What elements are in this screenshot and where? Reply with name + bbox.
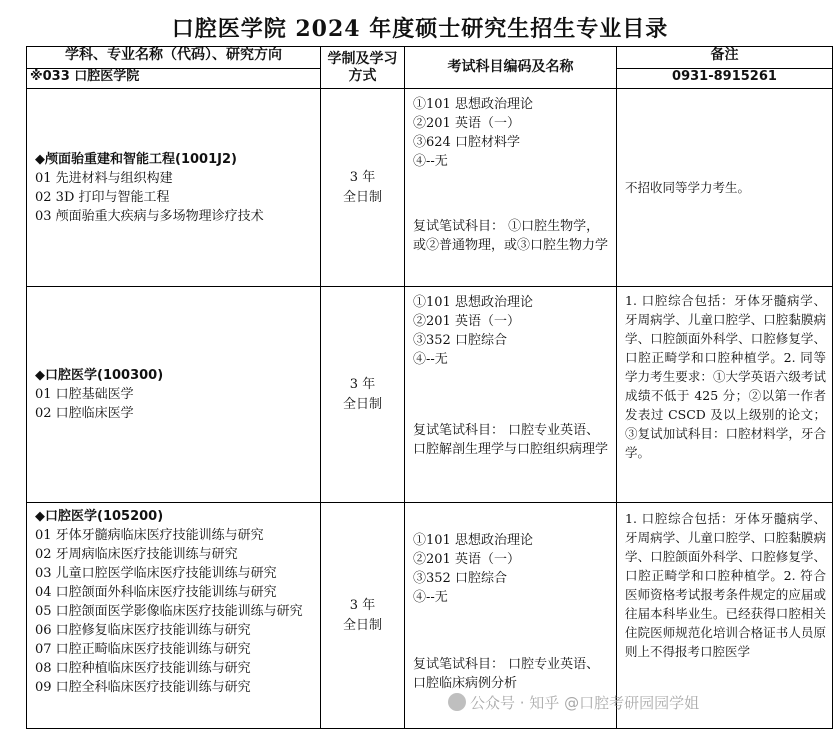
exam-cell [405,287,617,503]
exam-subject: ②201 英语（一） [413,116,520,131]
retest-subjects: 复试笔试科目： 口腔专业英语、口腔临床病例分析 [413,657,600,691]
retest-subjects: 复试笔试科目： ①口腔生物学，或②普通物理，或③口腔生物力学 [413,219,609,253]
direction-item: 02 口腔临床医学 [35,406,134,421]
note-cell: 不招收同等学力考生。 [617,89,833,287]
exam-subject: ③352 口腔综合 [413,333,507,348]
catalog-table [26,46,833,729]
header-duration: 学制及学习方式 [321,47,405,89]
exam-subject: ②201 英语（一） [413,314,520,329]
study-mode: 全日制 [342,396,382,412]
school-code: ※033 口腔医学院 [27,69,321,89]
direction-item: 03 颅面骀重大疾病与多场物理诊疗技术 [35,208,264,224]
watermark-text: 公众号 · 知乎 @口腔考研园园学姐 [470,694,700,712]
exam-subject: ①101 思想政治理论 [413,97,533,112]
direction-item: 08 口腔种植临床医疗技能训练与研究 [35,661,251,676]
direction-item: 04 口腔颌面外科临床医疗技能训练与研究 [35,585,277,600]
page-title: 口腔医学院 2024 年度硕士研究生招生专业目录 [171,16,669,42]
wechat-icon [448,693,466,711]
table-row [27,89,833,287]
direction-item: 03 儿童口腔医学临床医疗技能训练与研究 [35,566,277,581]
duration-cell [321,287,405,503]
contact-phone: 0931-8915261 [617,69,833,89]
direction-item: 01 口腔基础医学 [35,387,134,402]
duration-cell [321,89,405,287]
exam-subject: ④--无 [413,352,448,367]
exam-subject: ④--无 [413,154,448,169]
note-cell: 1. 口腔综合包括：牙体牙髓病学、牙周病学、儿童口腔学、口腔黏膜病学、口腔颌面外科学、口腔修复学、口腔正畸学和口腔种植学。2. 符合医师资格考试报考条件规定的应届或往届本科毕业生。已经获得口腔相关住院医师规范化培训合格证书人员原则上不得报考口腔医学 [617,503,833,729]
retest-subjects: 复试笔试科目： 口腔专业英语、口腔解剖生理学与口腔组织病理学 [413,423,609,457]
exam-subject: ①101 思想政治理论 [413,533,533,548]
exam-subject: ③624 口腔材料学 [413,135,520,150]
table-row [27,503,833,729]
duration-cell [321,503,405,729]
note-cell: 1. 口腔综合包括：牙体牙髓病学、牙周病学、儿童口腔学、口腔黏膜病学、口腔颌面外科学、口腔修复学、口腔正畸学和口腔种植学。2. 同等学力考生要求：①大学英语六级考试成绩不低于 425 分；②以第一作者发表过 CSCD 及以上级别的论文；③复试加试科目：口腔材料学，牙合学。 [617,287,833,503]
major-cell [27,503,321,729]
direction-item: 07 口腔正畸临床医疗技能训练与研究 [35,642,251,657]
direction-item: 05 口腔颌面医学影像临床医疗技能训练与研究 [35,604,303,619]
direction-item: 01 牙体牙髓病临床医疗技能训练与研究 [35,528,264,543]
header-row [27,47,833,69]
direction-item: 09 口腔全科临床医疗技能训练与研究 [35,680,251,695]
major-name: ◆颅面骀重建和智能工程(1001J2) [35,151,237,167]
exam-subject: ③352 口腔综合 [413,571,507,586]
header-major: 学科、专业名称（代码）、研究方向 [27,47,321,69]
header-note: 备注 [617,47,833,69]
exam-cell [405,89,617,287]
study-mode: 全日制 [342,189,382,205]
major-cell [27,89,321,287]
major-name: ◆口腔医学(100300) [35,368,164,383]
exam-subject: ②201 英语（一） [413,552,520,567]
watermark [448,692,699,713]
direction-item: 01 先进材料与组织构建 [35,170,173,186]
exam-subject: ④--无 [413,590,448,605]
exam-subject: ①101 思想政治理论 [413,295,533,310]
table-row [27,287,833,503]
direction-item: 06 口腔修复临床医疗技能训练与研究 [35,623,251,638]
header-exam: 考试科目编码及名称 [405,47,617,89]
direction-item: 02 牙周病临床医疗技能训练与研究 [35,547,238,562]
direction-item: 02 3D 打印与智能工程 [35,189,170,205]
duration: 3 年 [349,169,376,185]
duration: 3 年 [349,597,376,613]
study-mode: 全日制 [342,617,382,633]
duration: 3 年 [349,376,376,392]
major-cell [27,287,321,503]
major-name: ◆口腔医学(105200) [35,509,164,524]
